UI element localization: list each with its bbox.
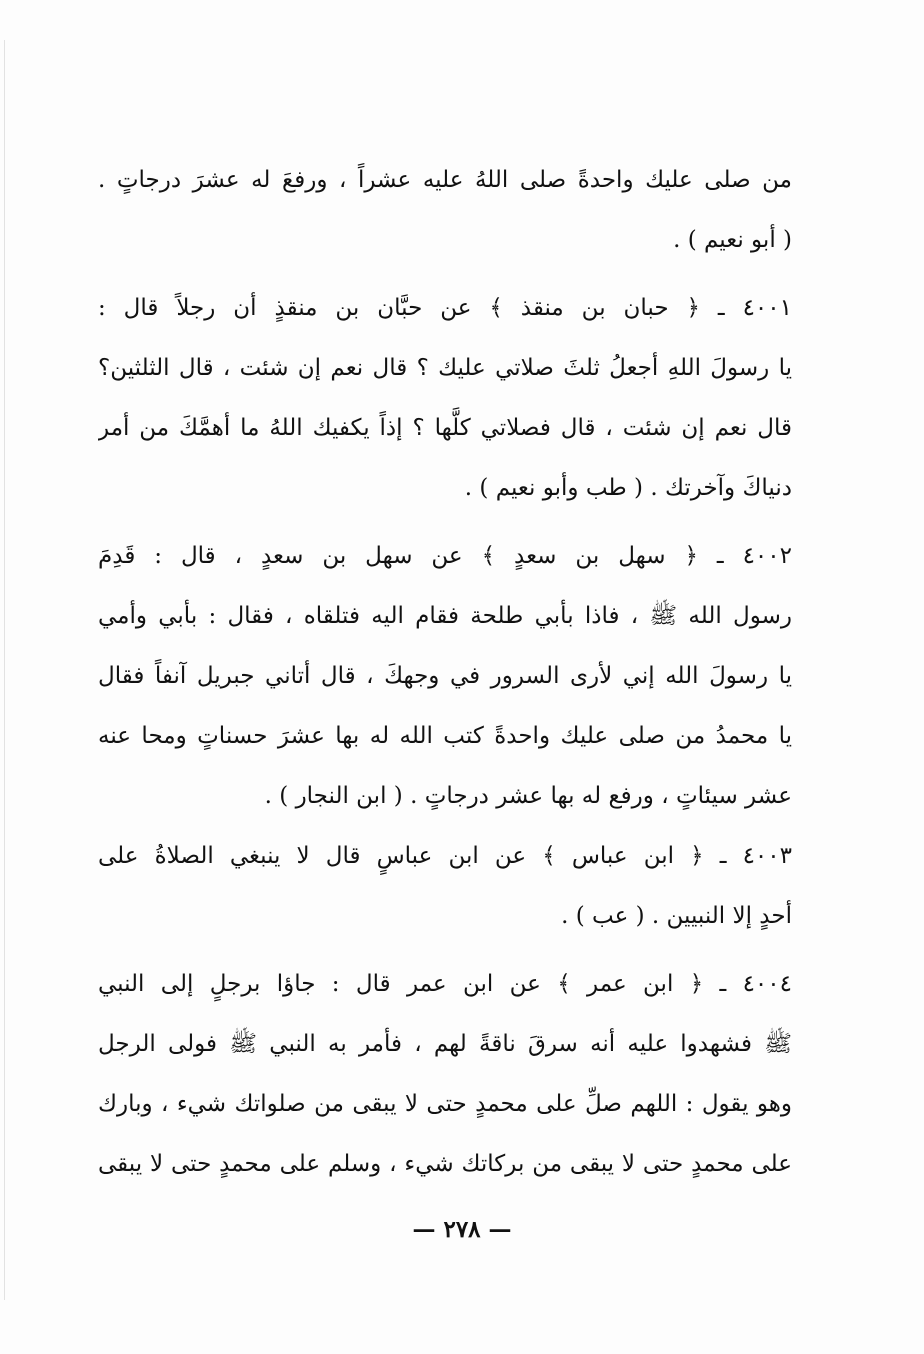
text-line: يا محمدُ من صلى عليك واحدةً كتب الله له بها عشرَ حسناتٍ ومحا عنه	[98, 723, 792, 749]
citation-line: عشر سيئاتٍ ، ورفع له بها عشر درجاتٍ . ( ابن النجار ) .	[264, 783, 792, 809]
citation-line: ( أبو نعيم ) .	[673, 227, 792, 253]
text-line: رسول الله ﷺ ، فاذا بأبي طلحة فقام اليه فتلقاه ، فقال : بأبي وأمي	[98, 603, 792, 629]
page-body	[98, 150, 792, 1194]
text-line: من صلى عليك واحدةً صلى اللهُ عليه عشراً ، ورفعَ له عشرَ درجاتٍ .	[98, 167, 792, 193]
page-edge-line	[4, 40, 5, 1300]
text-line: وهو يقول : اللهم صلِّ على محمدٍ حتى لا يبقى من صلواتك شيء ، وبارك	[98, 1091, 792, 1117]
text-line: على محمدٍ حتى لا يبقى من بركاتك شيء ، وسلم على محمدٍ حتى لا يبقى	[98, 1151, 792, 1177]
text-line: قال نعم إن شئت ، قال فصلاتي كلَّها ؟ إذاً يكفيك اللهُ ما أهمَّكَ من أمر	[98, 415, 792, 441]
hadith-heading-line: ٤٠٠١ ـ ﴿ حبان بن منقذ ﴾ عن حبَّان بن منقذٍ أن رجلاً قال :	[98, 295, 792, 321]
citation-line: أحدٍ إلا النبيين . ( عب ) .	[561, 903, 792, 929]
hadith-heading-line: ٤٠٠٣ ـ ﴿ ابن عباس ﴾ عن ابن عباسٍ قال لا ينبغي الصلاةُ على	[98, 843, 792, 869]
citation-line: دنياكَ وآخرتك . ( طب وأبو نعيم ) .	[464, 475, 792, 501]
paragraph-hadith-4002	[98, 526, 792, 826]
paragraph-hadith-4001	[98, 278, 792, 518]
text-line: يا رسولَ الله إني لأرى السرور في وجهكَ ، قال أتاني جبريل آنفاً فقال	[98, 663, 792, 689]
text-line: ﷺ فشهدوا عليه أنه سرقَ ناقةً لهم ، فأمر به النبي ﷺ فولى الرجل	[98, 1031, 792, 1057]
paragraph-hadith-4004	[98, 954, 792, 1194]
paragraph-hadith-4003	[98, 826, 792, 946]
page-number: — ٢٧٨ —	[412, 1216, 512, 1243]
paragraph-closing-hadith	[98, 150, 792, 270]
hadith-heading-line: ٤٠٠٢ ـ ﴿ سهل بن سعدٍ ﴾ عن سهل بن سعدٍ ، قال : قَدِمَ	[98, 543, 792, 569]
text-line: يا رسولَ اللهِ أجعلُ ثلثَ صلاتي عليك ؟ قال نعم إن شئت ، قال الثلثين؟	[98, 355, 792, 381]
hadith-heading-line: ٤٠٠٤ ـ ﴿ ابن عمر ﴾ عن ابن عمر قال : جاؤا برجلٍ إلى النبي	[98, 971, 792, 997]
